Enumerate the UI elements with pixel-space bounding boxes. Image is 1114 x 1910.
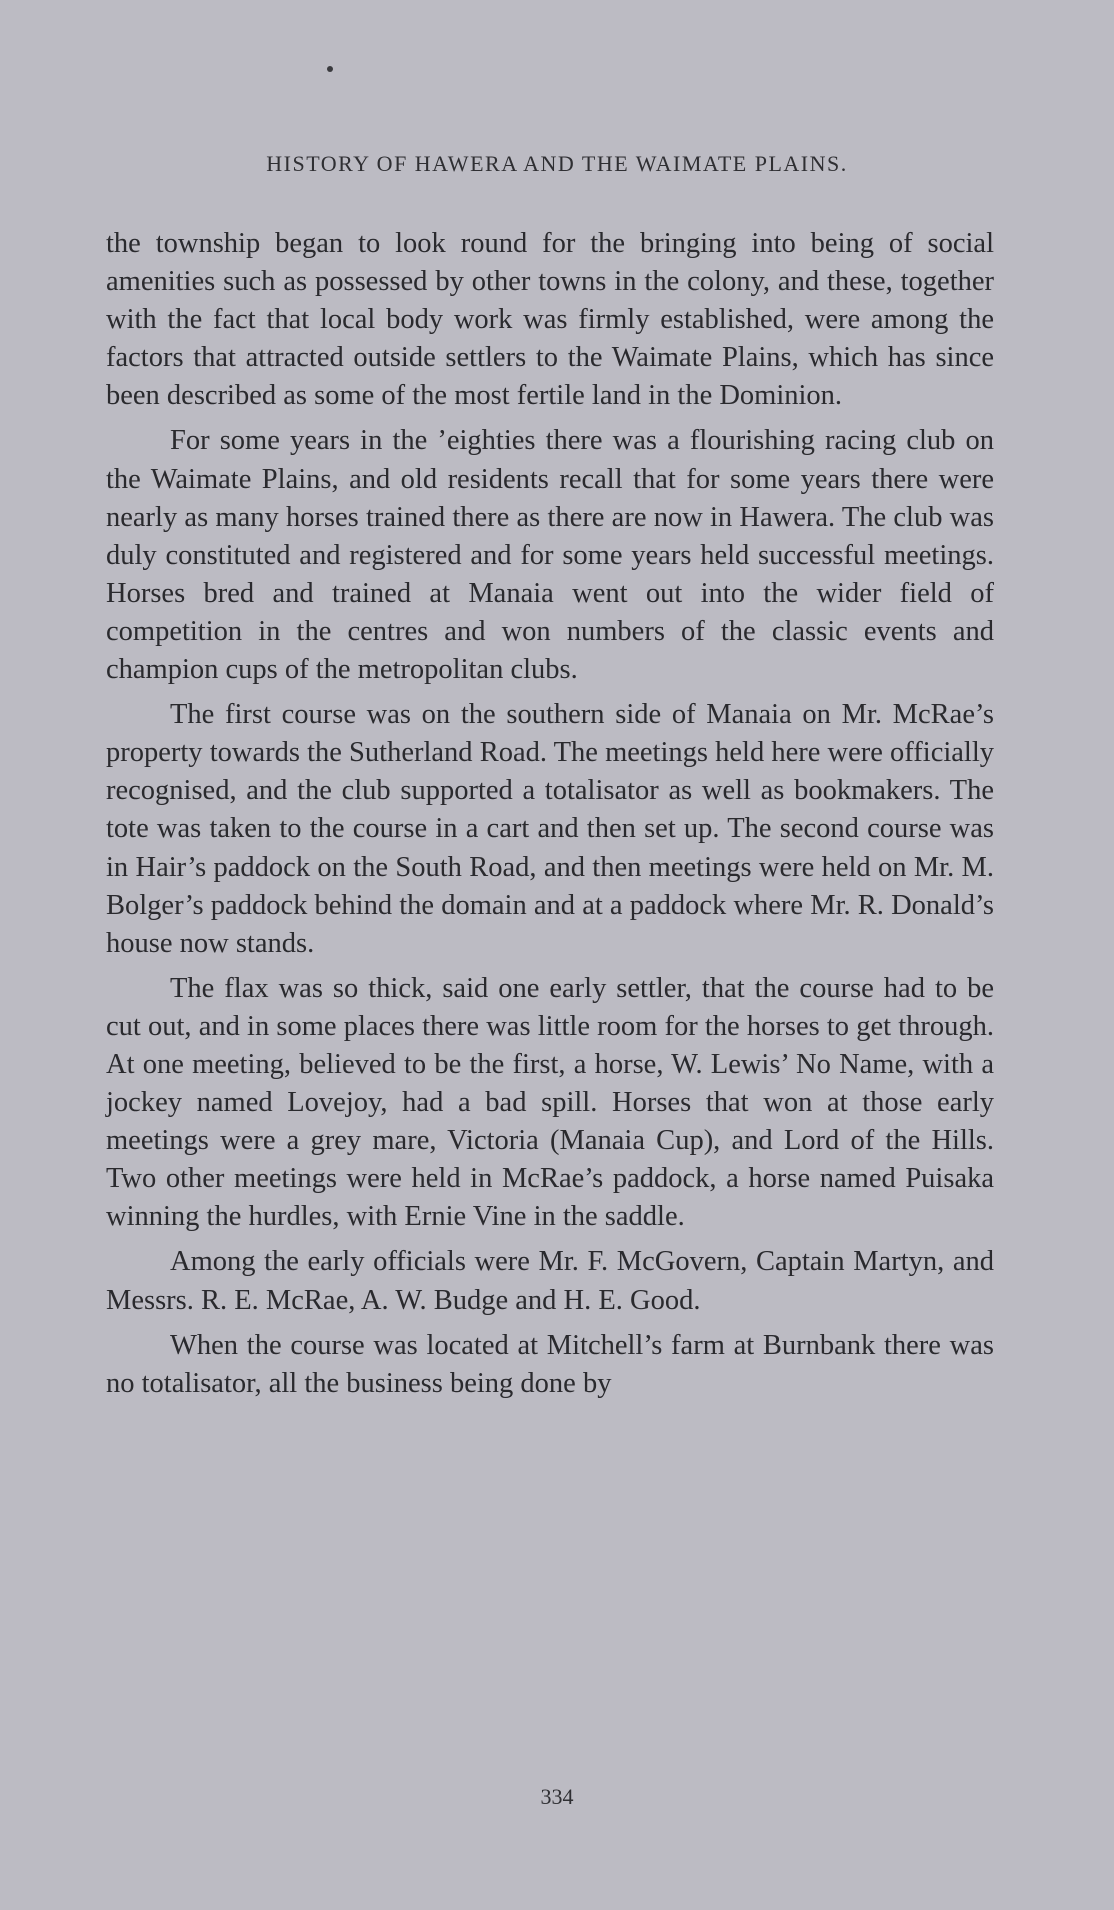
paragraph: the township began to look round for the bringing into being of social amenities such as possessed by other towns in the colony, and these, together with the fact that local body work was firmly established, were among the factors that attracted outside settlers to the Waimate Plains, which has since been described as some of the most fertile land in the Dominion. bbox=[106, 228, 994, 412]
ink-speck bbox=[327, 66, 333, 72]
body-text bbox=[106, 225, 994, 1410]
paragraph: When the course was located at Mitchell’s farm at Burnbank there was no totalisator, all the business being done by bbox=[106, 1329, 994, 1399]
paragraph: The first course was on the southern side of Manaia on Mr. McRae’s property towards the Sutherland Road. The meetings held here were officially recognised, and the club supported a totalisator as well as bookmakers. The tote was taken to the course in a cart and then set up. The second course was in Hair’s paddock on the South Road, and then meetings were held on Mr. M. Bolger’s paddock behind the domain and at a paddock where Mr. R. Donald’s house now stands. bbox=[106, 699, 994, 959]
paragraph: For some years in the ’eighties there was a flourishing racing club on the Waimate Plains, and old residents recall that for some years there were nearly as many horses trained there as there are now in Hawera. The club was duly constituted and registered and for some years held successful meetings. Horses bred and trained at Manaia went out into the wider field of competition in the centres and won numbers of the classic events and champion cups of the metropolitan clubs. bbox=[106, 425, 994, 686]
running-head: HISTORY OF HAWERA AND THE WAIMATE PLAINS. bbox=[266, 151, 848, 176]
page-number: 334 bbox=[540, 1784, 574, 1809]
paragraph: Among the early officials were Mr. F. McGovern, Captain Martyn, and Messrs. R. E. McRae, A. W. Budge and H. E. Good. bbox=[106, 1246, 994, 1316]
paragraph: The flax was so thick, said one early settler, that the course had to be cut out, and in some places there was little room for the horses to get through. At one meeting, believed to be the first, a horse, W. Lewis’ No Name, with a jockey named Lovejoy, had a bad spill. Horses that won at those early meetings were a grey mare, Victoria (Manaia Cup), and Lord of the Hills. Two other meetings were held in McRae’s paddock, a horse named Puisaka winning the hurdles, with Ernie Vine in the saddle. bbox=[106, 972, 994, 1233]
